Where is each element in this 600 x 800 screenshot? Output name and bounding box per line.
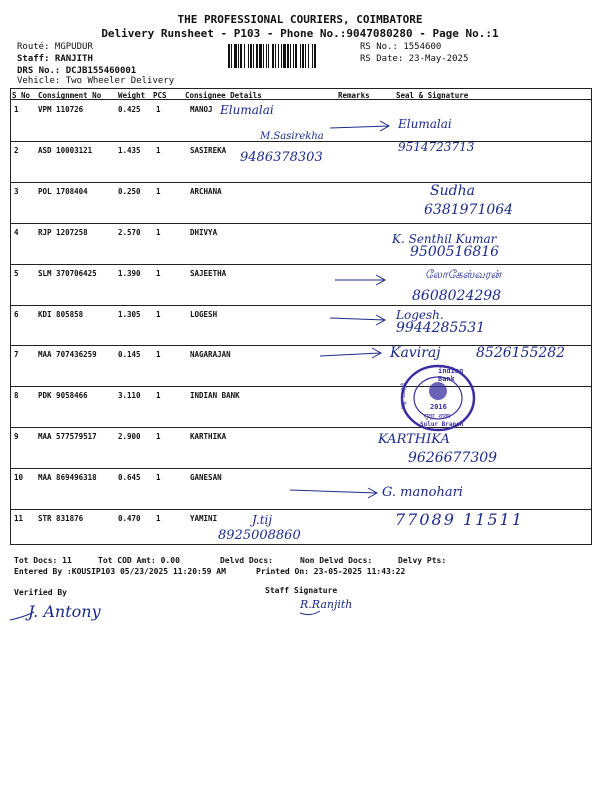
hw-r10-sig: G. manohari: [382, 485, 463, 500]
drs-label: DRS No.: DCJB155460001: [17, 66, 137, 76]
verified-by-label: Verified By: [14, 588, 67, 597]
row-sno: 8: [14, 391, 19, 401]
staff-signature-label: Staff Signature: [265, 586, 338, 595]
row-consignment-no: MAA 577579517: [38, 432, 97, 442]
row-consignee: LOGESH: [190, 309, 218, 319]
row-pcs: 1: [156, 105, 161, 114]
indian-bank-stamp: [398, 363, 478, 433]
hw-r6-sig: Logesh.: [396, 308, 444, 322]
row-weight: 2.570: [118, 227, 141, 237]
col-seal-signature: Seal & Signature: [396, 91, 469, 100]
row-pcs: 1: [156, 268, 161, 278]
hw-verified-sig: J. Antony: [28, 602, 101, 621]
row-weight: 0.145: [118, 350, 141, 360]
row-consignee: INDIAN BANK: [190, 391, 240, 401]
col-pcs: PCS: [153, 91, 167, 100]
stamp-year: 2016: [430, 403, 447, 411]
row-consignee: SASIREKA: [190, 145, 227, 155]
vehicle-label: Vehicle: Two Wheeler Delivery: [17, 76, 175, 86]
row-sno: 7: [14, 350, 19, 360]
row-pcs: 1: [156, 186, 161, 196]
col-consignment: Consignment No: [38, 91, 102, 100]
hw-r3-sig: Sudha: [430, 183, 475, 199]
tot-docs: Tot Docs: 11: [14, 556, 72, 565]
stamp-text-top: indian Bank: [438, 367, 464, 383]
col-remarks: Remarks: [338, 91, 370, 100]
delvd-docs: Delvd Docs:: [220, 556, 273, 565]
row-pcs: 1: [156, 227, 161, 237]
hw-r6-phone: 9944285531: [396, 320, 486, 336]
col-consignee: Consignee Details: [185, 91, 262, 100]
row-weight: 0.645: [118, 473, 141, 483]
non-delvd-docs: Non Delvd Docs:: [300, 556, 373, 565]
row-consignment-no: POL 1708404: [38, 186, 88, 196]
hw-r3-phone: 6381971064: [424, 202, 514, 218]
row-sno: 11: [14, 514, 24, 523]
row-consignee: DHIVYA: [190, 227, 218, 237]
row-pcs: 1: [156, 350, 161, 360]
row-consignee: MANOJ: [190, 105, 213, 114]
stamp-branch-hi: सुलूर शाखा: [424, 413, 451, 420]
rs-no-label: RS No.: 1554600: [360, 42, 442, 52]
row-sno: 6: [14, 309, 19, 319]
hw-r5-phone: 8608024298: [412, 288, 502, 304]
route-label: Routé: MGPUDUR: [17, 42, 93, 52]
hw-r2-name: M.Sasirekha: [260, 131, 324, 142]
row-consignment-no: MAA 707436259: [38, 350, 97, 360]
row-weight: 0.425: [118, 105, 141, 114]
row-consignee: YAMINI: [190, 514, 218, 523]
row-sno: 9: [14, 432, 19, 442]
row-weight: 1.390: [118, 268, 141, 278]
delvy-pts: Delvy Pts:: [398, 556, 447, 565]
row-sno: 5: [14, 268, 19, 278]
row-pcs: 1: [156, 391, 161, 401]
row-consignee: ARCHANA: [190, 186, 222, 196]
col-weight: Weight: [118, 91, 146, 100]
hw-r1-name: Elumalai: [220, 103, 274, 117]
row-consignee: GANESAN: [190, 473, 222, 483]
hw-r1-sig: Elumalai: [398, 117, 452, 131]
hw-r11-name: J.tij: [252, 513, 273, 527]
row-consignee: KARTHIKA: [190, 432, 227, 442]
row-sno: 1: [14, 105, 19, 114]
hw-r2-sig: 9514723713: [398, 140, 475, 154]
row-weight: 3.110: [118, 391, 141, 401]
row-consignment-no: STR 831876: [38, 514, 84, 523]
rs-date-label: RS Date: 23-May-2025: [360, 54, 469, 64]
hw-staff-sig: R.Ranjith: [300, 598, 353, 611]
row-sno: 2: [14, 145, 19, 155]
hw-r11-phone: 8925008860: [218, 528, 301, 543]
stamp-text-left: इंडियन बैंक: [399, 383, 406, 410]
row-consignment-no: SLM 370706425: [38, 268, 97, 278]
row-consignment-no: KDI 805858: [38, 309, 84, 319]
row-weight: 1.305: [118, 309, 141, 319]
row-weight: 1.435: [118, 145, 141, 155]
hw-r2-phone: 9486378303: [240, 150, 323, 165]
printed-on: Printed On: 23-05-2025 11:43:22: [256, 567, 406, 576]
tot-cod: Tot COD Amt: 0.00: [98, 556, 180, 565]
row-pcs: 1: [156, 432, 161, 442]
hw-r4-sig: K. Senthil Kumar: [392, 232, 497, 246]
row-sno: 10: [14, 473, 24, 483]
row-consignment-no: PDK 9058466: [38, 391, 88, 401]
row-weight: 0.250: [118, 186, 141, 196]
row-sno: 3: [14, 186, 19, 196]
row-consignment-no: MAA 869496318: [38, 473, 97, 483]
stamp-branch: Sulur Branch: [420, 421, 464, 428]
hw-r9-phone: 9626677309: [408, 450, 498, 466]
row-consignment-no: RJP 1207258: [38, 227, 88, 237]
row-consignment-no: VPM 110726: [38, 105, 84, 114]
hw-r7-phone: 8526155282: [476, 345, 566, 361]
row-consignee: NAGARAJAN: [190, 350, 231, 360]
row-pcs: 1: [156, 473, 161, 483]
row-weight: 0.470: [118, 514, 141, 523]
company-title: THE PROFESSIONAL COURIERS, COIMBATORE: [177, 13, 423, 26]
row-weight: 2.900: [118, 432, 141, 442]
row-sno: 4: [14, 227, 19, 237]
row-consignment-no: ASD 10003121: [38, 145, 93, 155]
hw-r9-sig: KARTHIKA: [378, 432, 450, 447]
staff-label: Staff: RANJITH: [17, 54, 93, 64]
entered-by: Entered By :KOUSIP103 05/23/2025 11:20:59 AM: [14, 567, 226, 576]
row-pcs: 1: [156, 145, 161, 155]
hw-r11-sig: 77089 11511: [395, 510, 524, 529]
row-pcs: 1: [156, 514, 161, 523]
hw-r4-phone: 9500516816: [410, 244, 500, 260]
row-pcs: 1: [156, 309, 161, 319]
runsheet-subtitle: Delivery Runsheet - P103 - Phone No.:9047080280 - Page No.:1: [101, 27, 499, 40]
hw-r5-sig: லோகேஸ்வரன்: [425, 268, 502, 281]
row-consignee: SAJEETHA: [190, 268, 227, 278]
col-sno: S No: [12, 91, 31, 100]
hw-r7-sig: Kaviraj: [390, 345, 441, 361]
